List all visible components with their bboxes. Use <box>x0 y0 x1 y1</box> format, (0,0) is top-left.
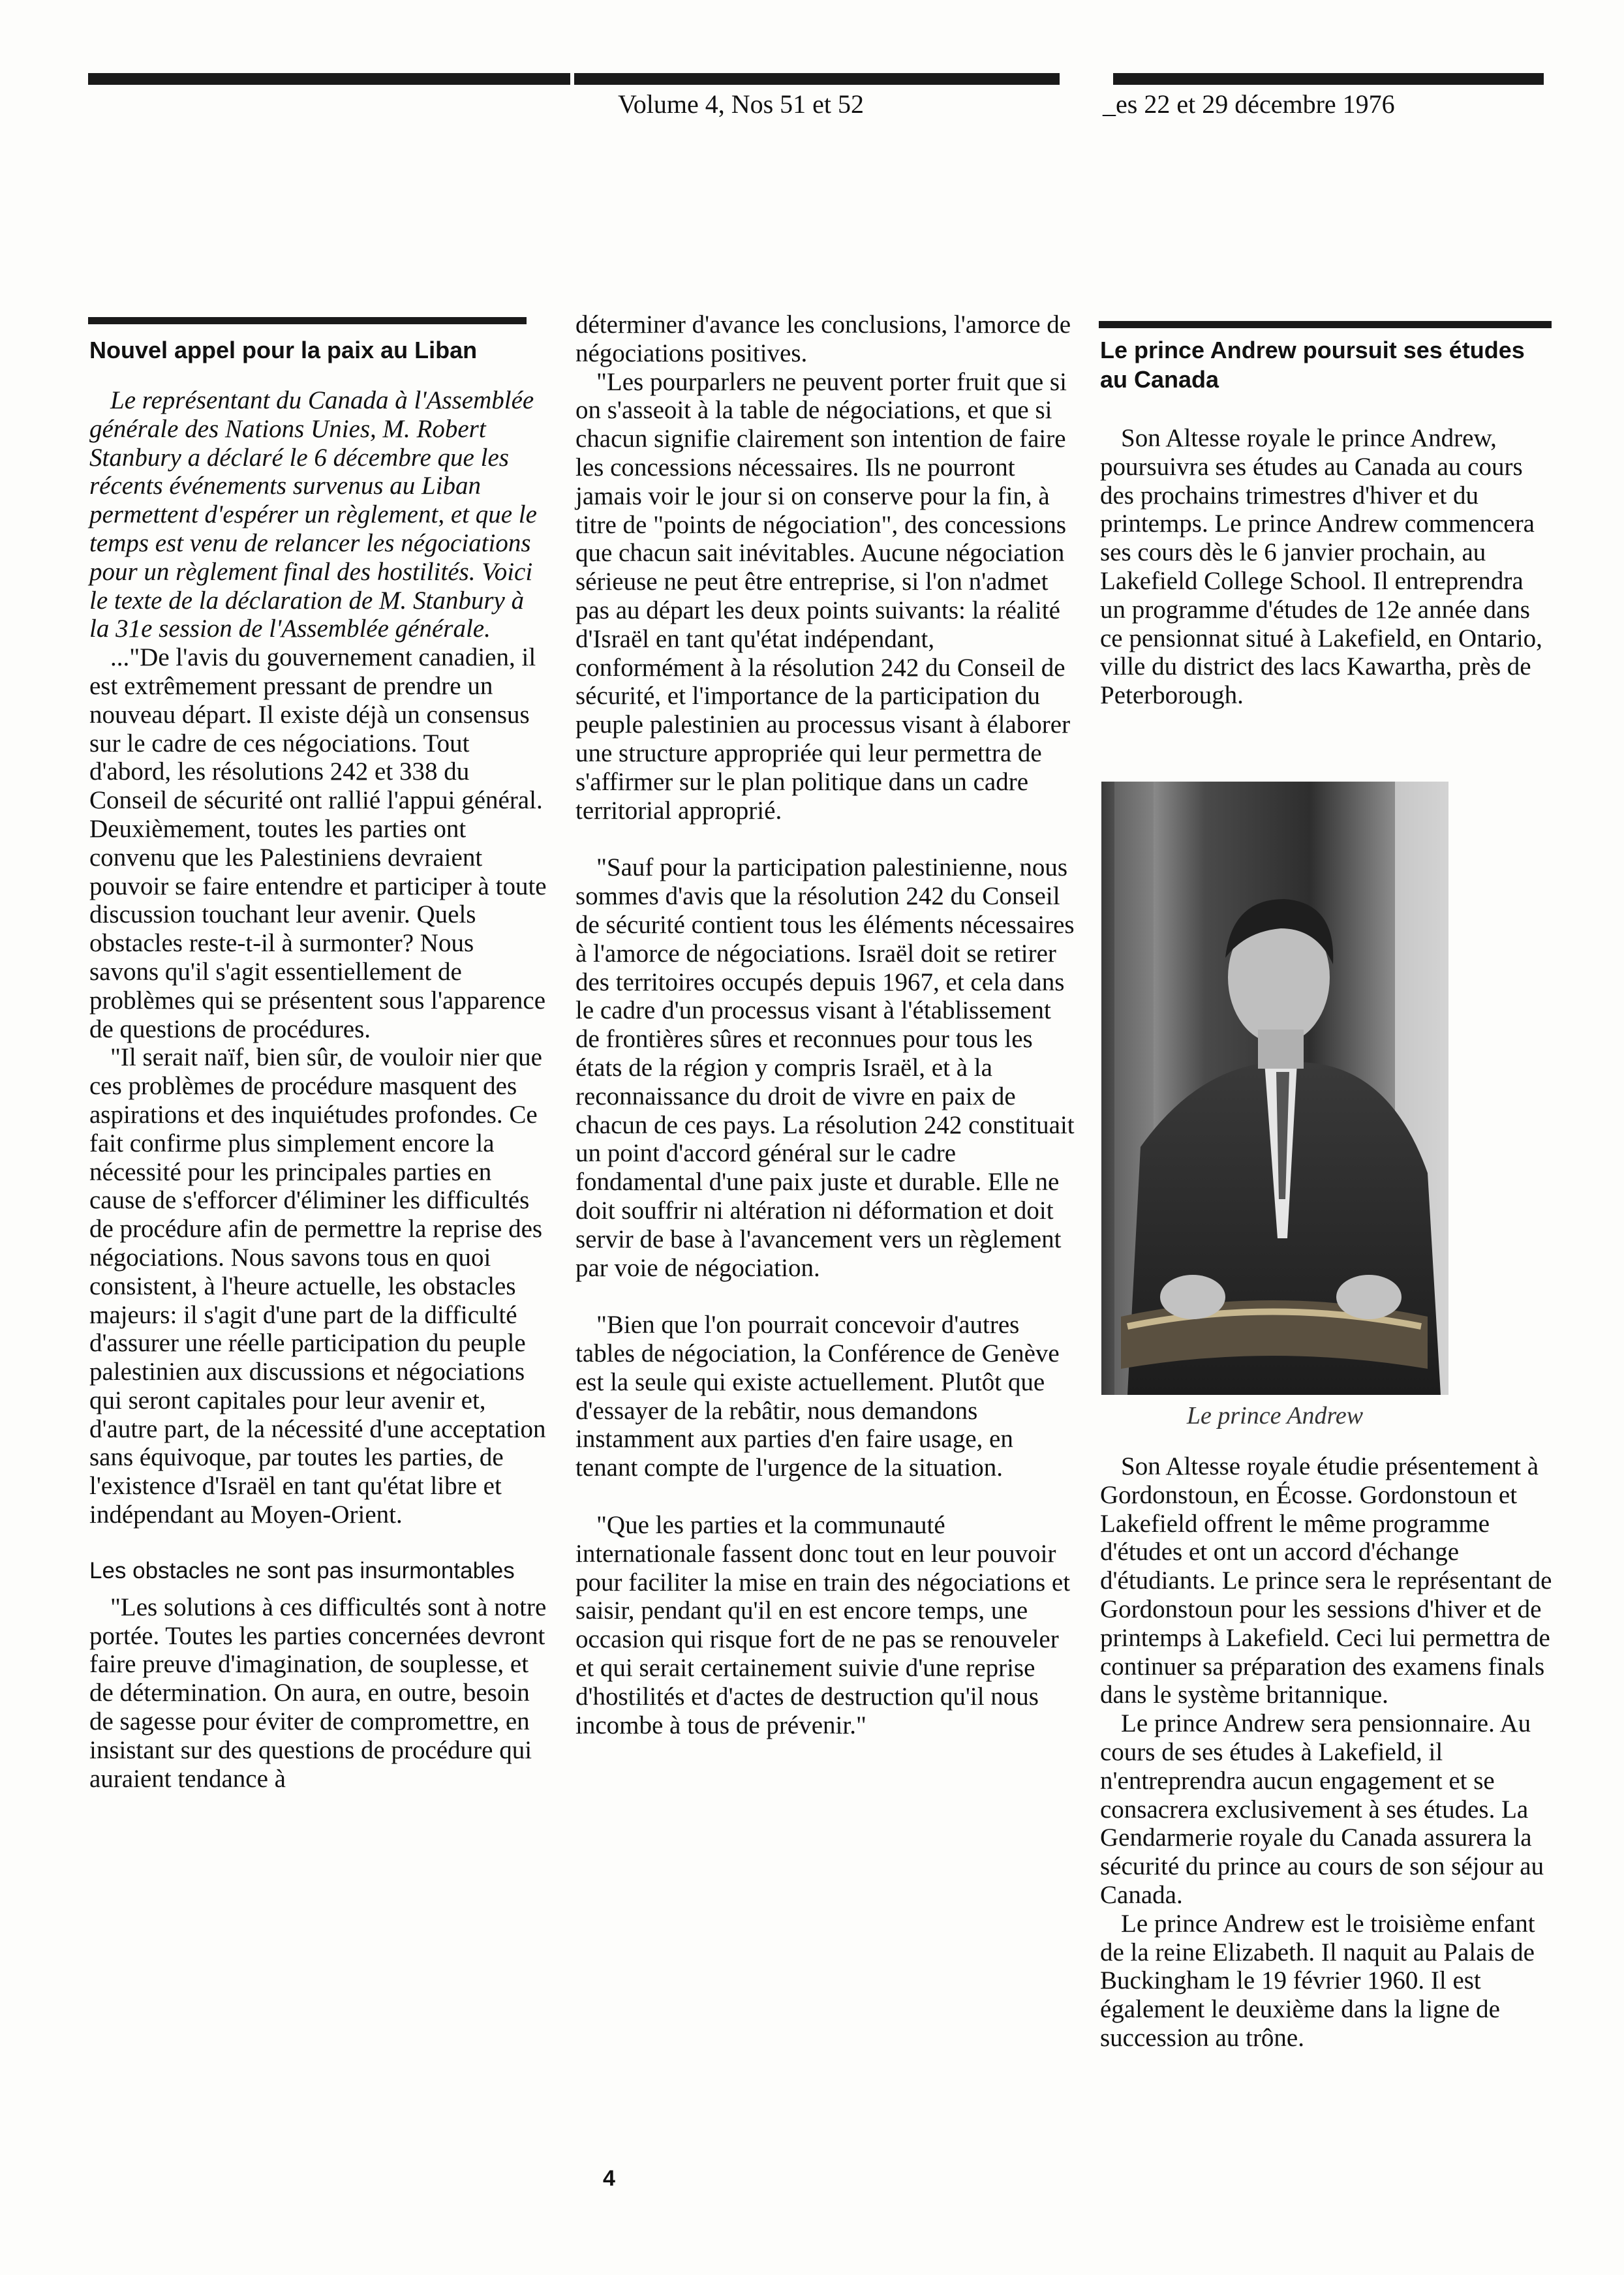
article1-paragraph: "Il serait naïf, bien sûr, de vouloir nier que ces problèmes de procédure masquent des aspirations et des inquiétudes profondes. Ce fait confirme plus simplement encore la nécessité pour les principales parties en cause de s'efforcer d'éliminer les difficultés de procédure afin de permettre la reprise des négociations. Nous savons tous en quoi consistent, à l'heure actuelle, les obstacles majeurs: il s'agit d'une part de la difficulté d'assurer une réelle participation du peuple palestinien aux discussions et négociations qui seront capitales pour leur avenir et, d'autre part, de la nécessité d'une acceptation sans équivoque, par toutes les parties, de l'existence d'Israël en tant qu'état libre et indépendant au Moyen-Orient. <box>89 1043 546 1529</box>
issue-date: _es 22 et 29 décembre 1976 <box>1103 89 1395 119</box>
article1-column2 <box>575 311 1075 1739</box>
article1-paragraph: ..."De l'avis du gouvernement canadien, il est extrêmement pressant de prendre un nouveau départ. Il existe déjà un consensus sur le cadre de ces négociations. Tout d'abord, les résolutions 242 et 338 du Conseil de sécurité ont rallié l'appui général. Deuxièmement, toutes les parties ont convenu que les Palestiniens devraient pouvoir se faire entendre et participer à toute discussion touchant leur avenir. Quels obstacles reste-t-il à surmonter? Nous savons qu'il s'agit essentiellement de problèmes qui se présentent sous l'apparence de questions de procédures. <box>89 643 547 1043</box>
article2-paragraph: Le prince Andrew sera pensionnaire. Au cours de ses études à Lakefield, il n'entreprendra aucun engagement et se consacrera exclusivement à ses études. La Gendarmerie royale du Canada assurera la sécurité du prince au cours de son séjour au Canada. <box>1100 1709 1544 1909</box>
article1-column1 <box>89 386 547 1793</box>
article2-paragraph: Le prince Andrew est le troisième enfant de la reine Elizabeth. Il naquit au Palais de Buckingham le 19 février 1960. Il est également le deuxième dans la ligne de succession au trône. <box>1100 1909 1535 2052</box>
portrait-illustration <box>1101 782 1448 1395</box>
article2-intro-block <box>1100 424 1553 710</box>
photo-caption: Le prince Andrew <box>1186 1402 1364 1429</box>
article1-paragraph: "Bien que l'on pourrait concevoir d'autres tables de négociation, la Conférence de Genève est la seule qui existe actuellement. Plutôt que d'essayer de la rebâtir, nous demandons instamment aux parties d'en faire usage, en tenant compte de l'urgence de la situation. <box>575 1311 1060 1482</box>
header-rule-center <box>574 73 1060 85</box>
article2-paragraph: Son Altesse royale le prince Andrew, poursuivra ses études au Canada au cours des prochains trimestres d'hiver et du printemps. Le prince Andrew commencera ses cours dès le 6 janvier prochain, au Lakefield College School. Il entreprendra un programme d'études de 12e année dans ce pensionnat situé à Lakefield, en Ontario, ville du district des lacs Kawartha, près de Peterborough. <box>1100 424 1542 710</box>
article2-title: Le prince Andrew poursuit ses études au Canada <box>1100 337 1525 393</box>
article2-column-body <box>1100 1452 1553 2053</box>
header-rule-left <box>88 73 570 85</box>
article2-paragraph: Son Altesse royale étudie présentement à Gordonstoun, en Écosse. Gordonstoun et Lakefield offrent le même programme d'études et ont un accord d'échange d'étudiants. Le prince sera le représentant de Gordonstoun pour les sessions d'hiver et de printemps à Lakefield. Ceci lui permettra de continuer sa préparation des examens finals dans le système britannique. <box>1100 1452 1552 1709</box>
article1-paragraph: "Que les parties et la communauté internationale fassent donc tout en leur pouvoir pour faciliter la mise en train des négociations et saisir, pendant qu'il en est encore temps, une occasion qui risque fort de ne pas se renouveler et qui serait certainement suivie d'une reprise d'hostilités et d'actes de destruction qu'il nous incombe à tous de prévenir." <box>575 1511 1071 1739</box>
article1-paragraph: "Sauf pour la participation palestinienne, nous sommes d'avis que la résolution 242 du Conseil de sécurité contient tous les éléments nécessaires à l'amorce de négociations. Israël doit se retirer des territoires occupés depuis 1967, et cela dans le cadre d'un processus visant à l'établissement de frontières sûres et reconnues pour tous les états de la région y compris Israël, et à la reconnaissance du droit de vivre en paix de chacun de ces pays. La résolution 242 constituait un point d'accord général sur le cadre fondamental d'une paix juste et durable. Elle ne doit souffrir ni altération ni déformation et doit servir de base à l'avancement vers un règlement par voie de négociation. <box>575 853 1075 1282</box>
volume-label: Volume 4, Nos 51 et 52 <box>618 89 865 119</box>
article1-subheading: Les obstacles ne sont pas insurmontables <box>89 1557 515 1583</box>
article1-title: Nouvel appel pour la paix au Liban <box>89 337 478 363</box>
page-number: 4 <box>603 2166 615 2191</box>
article1-paragraph: déterminer d'avance les conclusions, l'amorce de négociations positives. <box>575 311 1071 367</box>
article1-rule <box>88 317 527 324</box>
prince-andrew-photo <box>1101 782 1448 1395</box>
article1-intro: Le représentant du Canada à l'Assemblée générale des Nations Unies, M. Robert Stanbury a déclaré le 6 décembre que les récents événements survenus au Liban permettent d'espérer un règlement, et que le temps est venu de relancer les négociations pour un règlement final des hostilités. Voici le texte de la déclaration de M. Stanbury à la 31e session de l'Assemblée générale. <box>89 386 537 643</box>
article1-paragraph: "Les solutions à ces difficultés sont à notre portée. Toutes les parties concernées devront faire preuve d'imagination, de souplesse, et de détermination. On aura, en outre, besoin de sagesse pour éviter de compromettre, en insistant sur des questions de procédure qui auraient tendance à <box>89 1593 547 1793</box>
article1-paragraph: "Les pourparlers ne peuvent porter fruit que si on s'asseoit à la table de négociations, et que si chacun signifie clairement son intention de faire les concessions nécessaires. Ils ne pourront jamais voir le jour si on conserve pour la fin, à titre de "points de négociation", des concessions que chacun sait inévitables. Aucune négociation sérieuse ne peut être entreprise, si l'on n'admet pas au départ les deux points suivants: la réalité d'Israël en tant qu'état indépendant, conformément à la résolution 242 du Conseil de sécurité, et l'importance de la participation du peuple palestinien au processus visant à élaborer une structure appropriée qui leur permettra de s'affirmer sur le plan politique dans un cadre territorial approprié. <box>575 367 1071 825</box>
article2-rule <box>1099 321 1552 328</box>
header-rule-right <box>1113 73 1544 85</box>
